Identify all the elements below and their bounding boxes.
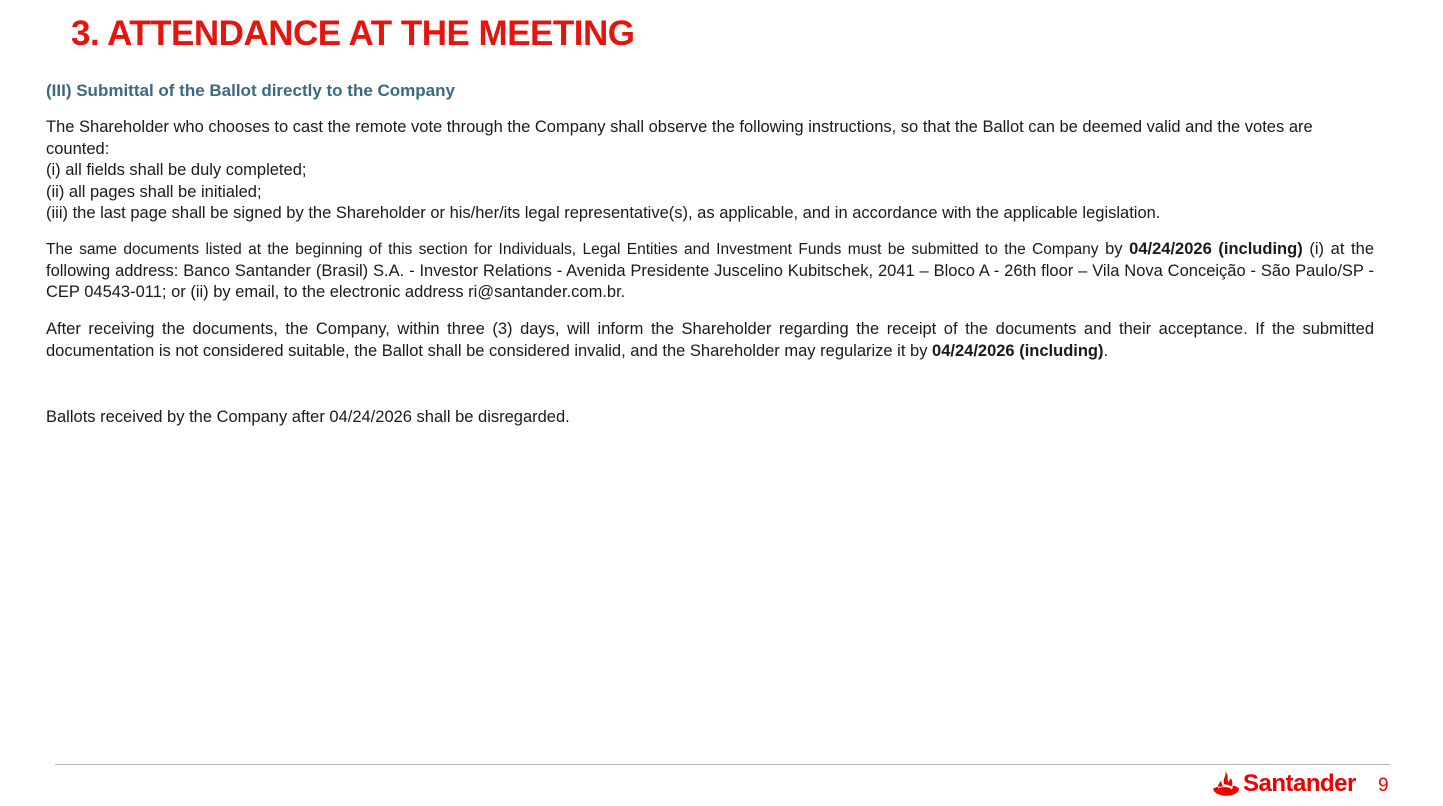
instructions-intro: The Shareholder who chooses to cast the remote vote through the Company shall observe the following instructions, so that the Ballot can be deemed valid and the votes are counted: (46, 118, 1313, 158)
submission-paragraph (46, 239, 1374, 304)
instruction-item: (i) all fields shall be duly completed; (46, 161, 307, 179)
instructions-paragraph (46, 117, 1374, 225)
submission-deadline: 04/24/2026 (including) (1129, 240, 1303, 258)
page-title: 3. ATTENDANCE AT THE MEETING (71, 14, 635, 53)
submission-text-intro: The same documents listed at the beginning of this section for Individuals, Legal Entities and Investment Funds must be submitted to the Company (46, 241, 1099, 258)
confirmation-text: After receiving the documents, the Company, within three (3) days, will inform the Shareholder regarding the receipt of the documents and their acceptance. If the submitted documentation is not considered suitable, the Ballot shall be considered invalid, and the Shareholder may regularize it by (46, 320, 1374, 360)
confirmation-paragraph (46, 319, 1374, 362)
confirmation-period: . (1103, 341, 1109, 360)
santander-logo (1212, 769, 1356, 799)
footer-divider (55, 764, 1390, 765)
section-subtitle: (III) Submittal of the Ballot directly to the Company (46, 81, 455, 100)
regularize-deadline: 04/24/2026 (including) (932, 341, 1104, 360)
instruction-item: (iii) the last page shall be signed by the Shareholder or his/her/its legal representative(s), as applicable, and in accordance with the applicable legislation. (46, 204, 1161, 222)
page-number: 9 (1378, 775, 1389, 796)
logo-wordmark: Santander (1243, 770, 1356, 797)
disregard-notice: Ballots received by the Company after 04/24/2026 shall be disregarded. (46, 408, 570, 426)
submission-text-by: by (1098, 240, 1130, 258)
instruction-item: (ii) all pages shall be initialed; (46, 182, 262, 201)
flame-icon (1212, 770, 1240, 798)
submission-address: (i) at the following address: Banco Santander (Brasil) S.A. - Investor Relations - Avenida Presidente Juscelino Kubitschek, 2041 – Bloco A - 26th floor – Vila Nova Conceição - São Paulo/SP - CEP 04543-011; or (ii) by email, to the electronic address ri@santander.com.br. (46, 240, 1374, 301)
